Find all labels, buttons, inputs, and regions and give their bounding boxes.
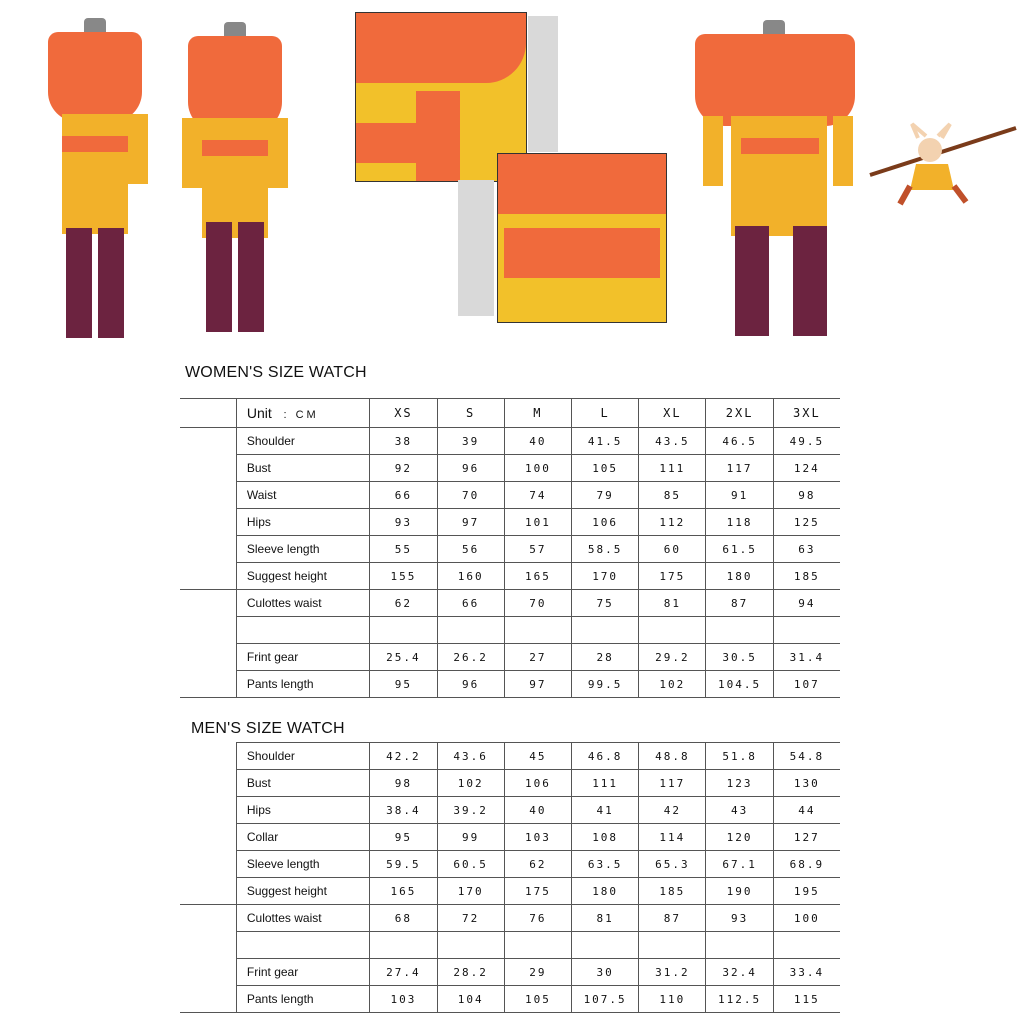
measurement-label: Collar — [236, 824, 369, 851]
measurement-value: 25.4 — [370, 644, 437, 671]
measurement-value: 43.6 — [437, 743, 504, 770]
measurement-value: 96 — [437, 671, 504, 698]
measurement-value: 106 — [504, 770, 571, 797]
measurement-value: 42 — [639, 797, 706, 824]
measurement-label — [236, 932, 369, 959]
row-spacer — [180, 932, 236, 959]
table-header-row — [180, 399, 840, 428]
measurement-value: 185 — [639, 878, 706, 905]
measurement-value: 59.5 — [370, 851, 437, 878]
table-row — [180, 932, 840, 959]
measurement-label: Suggest height — [236, 878, 369, 905]
table-row — [180, 986, 840, 1013]
measurement-value: 111 — [639, 455, 706, 482]
measurement-value: 104 — [437, 986, 504, 1013]
belt-detail-photo — [497, 153, 667, 323]
size-header: 3XL — [773, 399, 840, 428]
table-row — [180, 482, 840, 509]
costume-front-view-photo — [695, 20, 855, 330]
measurement-label: Pants length — [236, 671, 369, 698]
measurement-value — [572, 932, 639, 959]
measurement-value: 29 — [504, 959, 571, 986]
measurement-value: 107 — [773, 671, 840, 698]
measurement-value: 63.5 — [572, 851, 639, 878]
measurement-value: 103 — [504, 824, 571, 851]
measurement-value: 68 — [370, 905, 437, 932]
row-spacer — [180, 482, 236, 509]
measurement-value: 38 — [370, 428, 437, 455]
measurement-value: 112 — [639, 509, 706, 536]
row-spacer — [180, 671, 236, 698]
measurement-value — [639, 932, 706, 959]
measurement-value: 66 — [370, 482, 437, 509]
row-spacer — [180, 770, 236, 797]
measurement-value: 117 — [706, 455, 773, 482]
measurement-value: 180 — [572, 878, 639, 905]
measurement-value: 26.2 — [437, 644, 504, 671]
measurement-value: 103 — [370, 986, 437, 1013]
unit-label: Unit : CM — [236, 399, 369, 428]
measurement-value: 41.5 — [572, 428, 639, 455]
measurement-label: Bust — [236, 770, 369, 797]
row-spacer — [180, 878, 236, 905]
measurement-value: 195 — [773, 878, 840, 905]
measurement-value — [504, 617, 571, 644]
row-spacer — [180, 617, 236, 644]
measurement-value: 85 — [639, 482, 706, 509]
measurement-value: 120 — [706, 824, 773, 851]
measurement-value: 155 — [370, 563, 437, 590]
measurement-value: 190 — [706, 878, 773, 905]
row-spacer — [180, 509, 236, 536]
measurement-value: 99 — [437, 824, 504, 851]
size-header: XS — [370, 399, 437, 428]
row-spacer — [180, 797, 236, 824]
measurement-value: 92 — [370, 455, 437, 482]
measurement-value: 170 — [437, 878, 504, 905]
character-illustration — [868, 120, 1018, 210]
measurement-value: 175 — [504, 878, 571, 905]
table-row — [180, 644, 840, 671]
measurement-value — [572, 617, 639, 644]
measurement-value: 175 — [639, 563, 706, 590]
table-row — [180, 851, 840, 878]
measurement-label: Frint gear — [236, 959, 369, 986]
measurement-value: 48.8 — [639, 743, 706, 770]
measurement-value: 39.2 — [437, 797, 504, 824]
table-row — [180, 878, 840, 905]
measurement-value: 39 — [437, 428, 504, 455]
measurement-label — [236, 617, 369, 644]
measurement-value: 62 — [504, 851, 571, 878]
measurement-value — [437, 932, 504, 959]
measurement-value: 123 — [706, 770, 773, 797]
measurement-value: 70 — [504, 590, 571, 617]
costume-back-view-photo — [180, 22, 290, 332]
measurement-value: 74 — [504, 482, 571, 509]
row-spacer — [180, 743, 236, 770]
measurement-label: Pants length — [236, 986, 369, 1013]
row-spacer — [180, 455, 236, 482]
measurement-label: Shoulder — [236, 428, 369, 455]
measurement-label: Sleeve length — [236, 536, 369, 563]
measurement-value: 30.5 — [706, 644, 773, 671]
measurement-value: 105 — [504, 986, 571, 1013]
measurement-value: 63 — [773, 536, 840, 563]
row-spacer — [180, 536, 236, 563]
measurement-value: 28 — [572, 644, 639, 671]
measurement-value — [370, 617, 437, 644]
measurement-value: 95 — [370, 824, 437, 851]
measurement-value: 110 — [639, 986, 706, 1013]
men-section-title: MEN'S SIZE WATCH — [191, 720, 345, 737]
measurement-value: 165 — [370, 878, 437, 905]
measurement-value: 99.5 — [572, 671, 639, 698]
row-spacer — [180, 905, 236, 932]
table-row — [180, 536, 840, 563]
measurement-value: 108 — [572, 824, 639, 851]
measurement-value — [706, 617, 773, 644]
measurement-label: Waist — [236, 482, 369, 509]
measurement-value: 30 — [572, 959, 639, 986]
measurement-value: 106 — [572, 509, 639, 536]
measurement-value: 104.5 — [706, 671, 773, 698]
table-row — [180, 563, 840, 590]
men-size-table — [180, 742, 840, 1013]
measurement-value: 31.2 — [639, 959, 706, 986]
measurement-value: 91 — [706, 482, 773, 509]
measurement-value: 101 — [504, 509, 571, 536]
measurement-value: 43 — [706, 797, 773, 824]
table-row — [180, 797, 840, 824]
measurement-value: 105 — [572, 455, 639, 482]
measurement-label: Bust — [236, 455, 369, 482]
table-row — [180, 590, 840, 617]
measurement-value: 97 — [437, 509, 504, 536]
measurement-value: 115 — [773, 986, 840, 1013]
measurement-value: 43.5 — [639, 428, 706, 455]
measurement-label: Suggest height — [236, 563, 369, 590]
measurement-label: Culottes waist — [236, 590, 369, 617]
measurement-value — [370, 932, 437, 959]
women-section-title: WOMEN'S SIZE WATCH — [185, 364, 367, 381]
measurement-value: 65.3 — [639, 851, 706, 878]
measurement-value: 41 — [572, 797, 639, 824]
measurement-value — [706, 932, 773, 959]
costume-side-view-photo — [40, 18, 150, 328]
table-row — [180, 509, 840, 536]
row-spacer — [180, 590, 236, 617]
measurement-value: 170 — [572, 563, 639, 590]
row-spacer — [180, 563, 236, 590]
table-row — [180, 824, 840, 851]
measurement-value — [773, 932, 840, 959]
measurement-label: Hips — [236, 797, 369, 824]
table-row — [180, 743, 840, 770]
measurement-value: 68.9 — [773, 851, 840, 878]
measurement-value: 29.2 — [639, 644, 706, 671]
measurement-value: 111 — [572, 770, 639, 797]
measurement-value: 54.8 — [773, 743, 840, 770]
table-row — [180, 905, 840, 932]
measurement-value: 180 — [706, 563, 773, 590]
measurement-value: 57 — [504, 536, 571, 563]
measurement-value: 165 — [504, 563, 571, 590]
table-row — [180, 428, 840, 455]
table-row — [180, 959, 840, 986]
table-row — [180, 455, 840, 482]
measurement-value: 79 — [572, 482, 639, 509]
measurement-label: Shoulder — [236, 743, 369, 770]
measurement-value: 98 — [370, 770, 437, 797]
measurement-value: 58.5 — [572, 536, 639, 563]
measurement-value: 117 — [639, 770, 706, 797]
row-spacer — [180, 824, 236, 851]
measurement-value: 38.4 — [370, 797, 437, 824]
measurement-value: 67.1 — [706, 851, 773, 878]
row-spacer — [180, 986, 236, 1013]
measurement-value: 55 — [370, 536, 437, 563]
measurement-value: 46.8 — [572, 743, 639, 770]
measurement-value: 66 — [437, 590, 504, 617]
measurement-value: 27.4 — [370, 959, 437, 986]
measurement-value: 96 — [437, 455, 504, 482]
measurement-value: 46.5 — [706, 428, 773, 455]
measurement-value: 62 — [370, 590, 437, 617]
measurement-value: 70 — [437, 482, 504, 509]
photo-shadow — [528, 16, 558, 152]
measurement-value: 45 — [504, 743, 571, 770]
size-header: S — [437, 399, 504, 428]
measurement-value: 33.4 — [773, 959, 840, 986]
measurement-label: Hips — [236, 509, 369, 536]
measurement-value: 185 — [773, 563, 840, 590]
measurement-value: 31.4 — [773, 644, 840, 671]
measurement-value: 44 — [773, 797, 840, 824]
measurement-value — [639, 617, 706, 644]
measurement-value: 42.2 — [370, 743, 437, 770]
measurement-value: 107.5 — [572, 986, 639, 1013]
measurement-value: 76 — [504, 905, 571, 932]
women-size-table — [180, 398, 840, 698]
measurement-value: 51.8 — [706, 743, 773, 770]
measurement-value: 160 — [437, 563, 504, 590]
photo-shadow — [458, 180, 494, 316]
measurement-value: 72 — [437, 905, 504, 932]
size-header: 2XL — [706, 399, 773, 428]
measurement-value: 100 — [773, 905, 840, 932]
measurement-value: 114 — [639, 824, 706, 851]
measurement-value: 93 — [370, 509, 437, 536]
measurement-label: Frint gear — [236, 644, 369, 671]
measurement-value: 100 — [504, 455, 571, 482]
measurement-value: 102 — [437, 770, 504, 797]
measurement-value: 98 — [773, 482, 840, 509]
measurement-value: 118 — [706, 509, 773, 536]
measurement-value: 95 — [370, 671, 437, 698]
measurement-value — [437, 617, 504, 644]
size-header: XL — [639, 399, 706, 428]
measurement-value: 124 — [773, 455, 840, 482]
table-row — [180, 617, 840, 644]
row-spacer — [180, 644, 236, 671]
row-spacer — [180, 959, 236, 986]
measurement-value: 75 — [572, 590, 639, 617]
measurement-value: 97 — [504, 671, 571, 698]
measurement-value: 56 — [437, 536, 504, 563]
measurement-label: Sleeve length — [236, 851, 369, 878]
measurement-value: 127 — [773, 824, 840, 851]
measurement-label: Culottes waist — [236, 905, 369, 932]
measurement-value: 28.2 — [437, 959, 504, 986]
row-spacer — [180, 851, 236, 878]
measurement-value: 125 — [773, 509, 840, 536]
table-row — [180, 770, 840, 797]
measurement-value: 81 — [639, 590, 706, 617]
measurement-value: 102 — [639, 671, 706, 698]
measurement-value: 27 — [504, 644, 571, 671]
measurement-value: 87 — [639, 905, 706, 932]
measurement-value: 81 — [572, 905, 639, 932]
measurement-value: 60.5 — [437, 851, 504, 878]
measurement-value: 87 — [706, 590, 773, 617]
measurement-value: 40 — [504, 428, 571, 455]
measurement-value — [504, 932, 571, 959]
measurement-value: 61.5 — [706, 536, 773, 563]
row-spacer — [180, 428, 236, 455]
size-header: L — [572, 399, 639, 428]
measurement-value: 32.4 — [706, 959, 773, 986]
measurement-value — [773, 617, 840, 644]
measurement-value: 112.5 — [706, 986, 773, 1013]
measurement-value: 60 — [639, 536, 706, 563]
table-row — [180, 671, 840, 698]
measurement-value: 93 — [706, 905, 773, 932]
measurement-value: 40 — [504, 797, 571, 824]
measurement-value: 49.5 — [773, 428, 840, 455]
size-header: M — [504, 399, 571, 428]
measurement-value: 94 — [773, 590, 840, 617]
measurement-value: 130 — [773, 770, 840, 797]
